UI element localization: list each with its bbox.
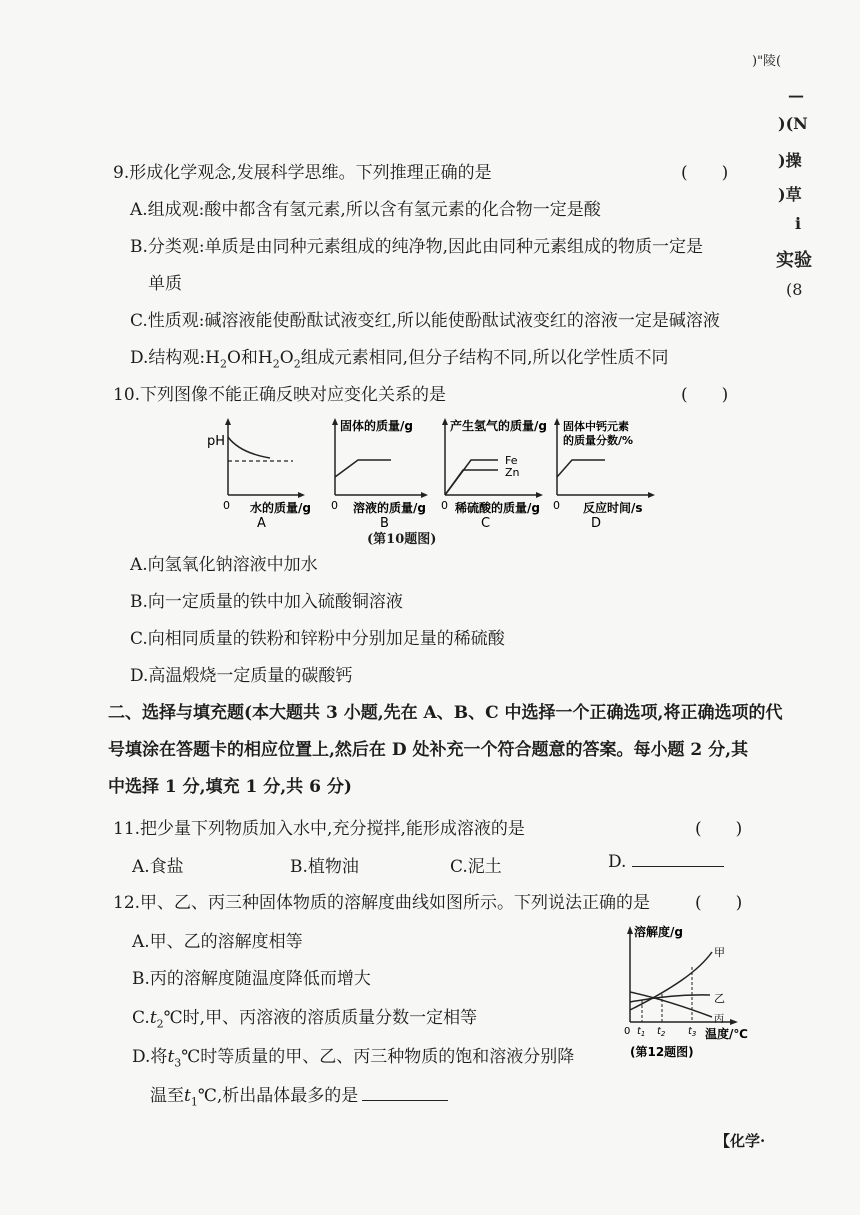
q12-option-a: A.甲、乙的溶解度相等 bbox=[132, 932, 303, 952]
q9-option-b-cont: 单质 bbox=[148, 274, 182, 294]
svg-text:t3: $t_3$ bbox=[688, 1026, 697, 1038]
edge-fragment-8: (8 bbox=[786, 280, 803, 299]
q11-option-b: B.植物油 bbox=[290, 857, 359, 877]
edge-fragment-3: )(N bbox=[778, 114, 808, 133]
section-2-line-2: 号填涂在答题卡的相应位置上,然后在 D 处补充一个符合题意的答案。每小题 2 分,其 bbox=[108, 740, 749, 760]
q10-graph-b-letter: B bbox=[380, 516, 389, 530]
q11-answer-blank[interactable] bbox=[632, 866, 724, 867]
q12-graph-ylabel: 溶解度/g bbox=[634, 925, 683, 939]
q10-graph-a-origin: 0 bbox=[223, 499, 230, 512]
svg-text:t1: $t_1$ bbox=[637, 1026, 646, 1038]
q12-option-d: D.将$t_3℃$时等质量的甲、乙、丙三种物质的饱和溶液分别降 bbox=[132, 1047, 575, 1070]
q12-answer-blank[interactable] bbox=[362, 1100, 448, 1101]
q9-option-a: A.组成观:酸中都含有氢元素,所以含有氢元素的化合物一定是酸 bbox=[130, 200, 601, 220]
q10-graph-c bbox=[433, 415, 553, 530]
edge-fragment-1: )"陵( bbox=[752, 54, 782, 69]
q12-option-c: $C.t_2℃$时,甲、丙溶液的溶质质量分数一定相等 bbox=[132, 1008, 478, 1031]
q9-answer-paren: ( ) bbox=[681, 163, 729, 183]
q12-graph-xlabel: 温度/℃ bbox=[705, 1027, 748, 1041]
q10-option-b: B.向一定质量的铁中加入硫酸铜溶液 bbox=[130, 592, 403, 612]
q10-graph-d-ylabel-2: 的质量分数/% bbox=[563, 434, 634, 447]
q12-graph-label-jia: 甲 bbox=[714, 946, 725, 959]
q10-graph-c-xlabel: 稀硫酸的质量/g bbox=[455, 501, 540, 515]
q10-graph-d-xlabel: 反应时间/s bbox=[583, 501, 643, 515]
q10-option-c: C.向相同质量的铁粉和锌粉中分别加足量的稀硫酸 bbox=[130, 629, 505, 649]
q12-figure-caption: (第12题图) bbox=[630, 1045, 694, 1059]
q11-answer-paren: ( ) bbox=[695, 819, 743, 839]
q10-graph-a-letter: A bbox=[257, 516, 266, 530]
q10-graph-c-ylabel: 产生氢气的质量/g bbox=[450, 419, 547, 433]
footer-subject-tag: 【化学· bbox=[715, 1132, 766, 1150]
q9-stem: 9.形成化学观念,发展科学思维。下列推理正确的是 bbox=[113, 163, 492, 183]
q10-graph-b-ylabel: 固体的质量/g bbox=[340, 419, 413, 433]
q10-graph-b-xlabel: 溶液的质量/g bbox=[353, 501, 426, 515]
q10-graph-c-fe-label: Fe bbox=[505, 454, 518, 467]
q12-answer-paren: ( ) bbox=[695, 893, 743, 913]
edge-fragment-7: 实验 bbox=[776, 250, 812, 271]
q10-option-d: D.高温煅烧一定质量的碳酸钙 bbox=[130, 666, 353, 686]
q9-option-c: C.性质观:碱溶液能使酚酞试液变红,所以能使酚酞试液变红的溶液一定是碱溶液 bbox=[130, 311, 720, 331]
q11-stem: 11.把少量下列物质加入水中,充分搅拌,能形成溶液的是 bbox=[113, 819, 525, 839]
q10-graph-b bbox=[323, 415, 438, 530]
edge-fragment-2: — bbox=[788, 86, 804, 105]
section-2-line-3: 中选择 1 分,填充 1 分,共 6 分) bbox=[108, 777, 352, 797]
q10-graph-c-origin: 0 bbox=[441, 499, 448, 512]
q11-option-a: A.食盐 bbox=[132, 857, 184, 877]
q9-option-d: D.结构观$:H_2O$和$H_2O_2$组成元素相同,但分子结构不同,所以化学性质不同 bbox=[130, 348, 669, 371]
q10-stem: 10.下列图像不能正确反映对应变化关系的是 bbox=[113, 385, 447, 405]
q10-graph-d-ylabel-1: 固体中钙元素 bbox=[563, 420, 629, 433]
q12-graph-label-bing: 丙 bbox=[714, 1014, 724, 1025]
q12-graph-origin: 0 bbox=[624, 1026, 631, 1037]
svg-text:t2: $t_2$ bbox=[657, 1026, 666, 1038]
q9-option-b: B.分类观:单质是由同种元素组成的纯净物,因此由同种元素组成的物质一定是 bbox=[130, 237, 704, 257]
q11-option-d: D. bbox=[608, 852, 724, 872]
q10-graph-d-origin: 0 bbox=[553, 499, 560, 512]
q10-graph-a bbox=[205, 415, 315, 530]
q10-graph-c-letter: C bbox=[481, 516, 491, 530]
q10-graph-b-origin: 0 bbox=[331, 499, 338, 512]
q12-solubility-graph bbox=[612, 922, 772, 1067]
q10-option-a: A.向氢氧化钠溶液中加水 bbox=[130, 555, 318, 575]
q10-answer-paren: ( ) bbox=[681, 385, 729, 405]
q10-graph-d-letter: D bbox=[591, 516, 602, 530]
q12-option-b: B.丙的溶解度随温度降低而增大 bbox=[132, 969, 371, 989]
edge-fragment-4: )操 bbox=[778, 151, 802, 170]
q12-option-d-cont: 温至$t_1℃$,析出晶体最多的是 bbox=[150, 1081, 448, 1108]
q10-graph-a-ylabel: pH bbox=[207, 434, 226, 449]
q10-graph-d bbox=[545, 415, 665, 530]
q12-graph-label-yi: 乙 bbox=[714, 992, 725, 1005]
q12-stem: 12.甲、乙、丙三种固体物质的溶解度曲线如图所示。下列说法正确的是 bbox=[113, 893, 651, 913]
q10-figure-caption: (第10题图) bbox=[367, 532, 437, 547]
section-2-line-1: 二、选择与填充题(本大题共 3 小题,先在 A、B、C 中选择一个正确选项,将正确选项的代 bbox=[108, 703, 783, 723]
edge-fragment-6: i bbox=[795, 214, 802, 233]
q10-graph-c-zn-label: Zn bbox=[505, 466, 520, 479]
q11-option-c: C.泥土 bbox=[450, 857, 502, 877]
edge-fragment-5: )草 bbox=[778, 185, 802, 204]
q10-graph-a-xlabel: 水的质量/g bbox=[250, 501, 311, 515]
